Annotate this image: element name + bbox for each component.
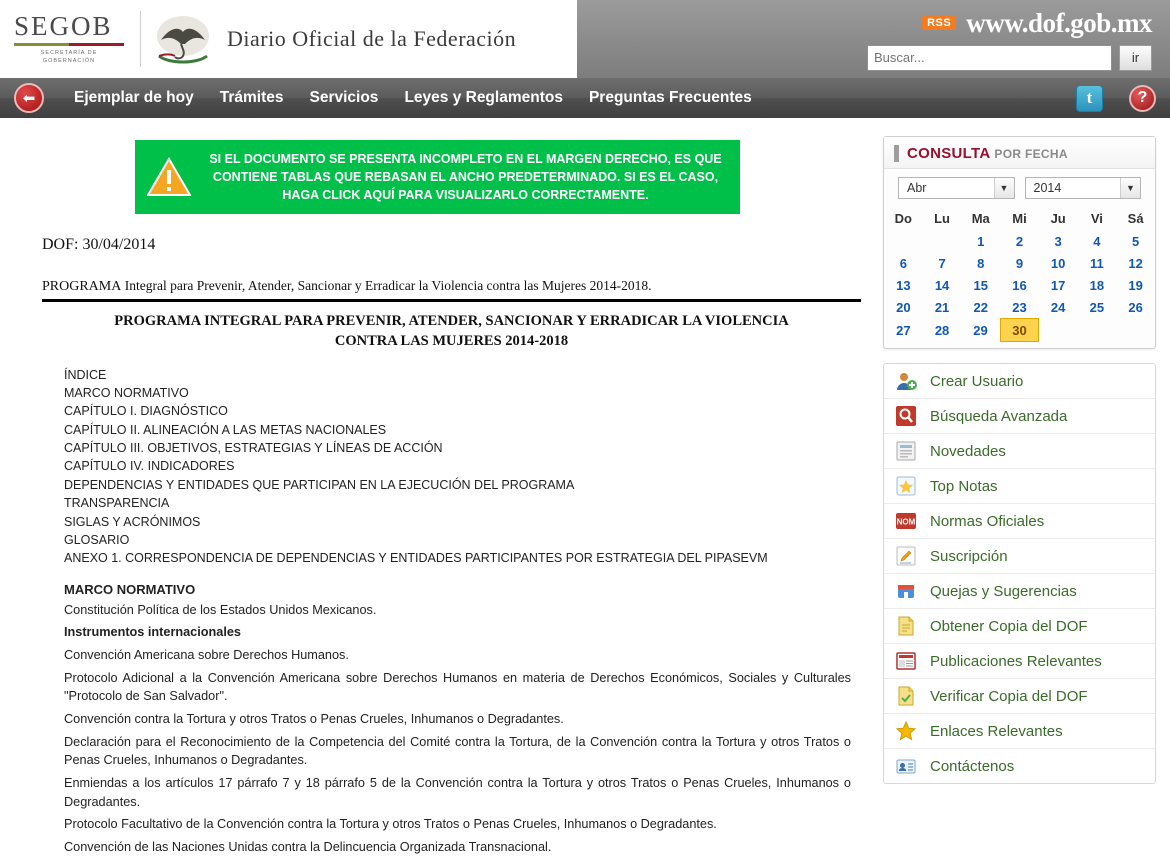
page-title-text: Diario Oficial de la Federación [227, 26, 517, 51]
calendar-day[interactable]: 10 [1050, 255, 1066, 271]
mexico-eagle-emblem-icon [151, 10, 215, 68]
segob-wordmark: SEGOB [14, 10, 113, 41]
site-url: www.dof.gob.mx [966, 7, 1152, 38]
back-arrow-icon[interactable]: ⬅ [14, 83, 44, 113]
twitter-icon[interactable]: t [1076, 85, 1103, 112]
sidebar-item-contactenos[interactable] [884, 749, 1155, 783]
document-title [42, 312, 861, 351]
weekday-header: Lu [934, 211, 950, 226]
calendar-day [1116, 319, 1155, 342]
index-item: CAPÍTULO IV. INDICADORES [64, 459, 235, 474]
sidebar [875, 118, 1170, 784]
calendar-week-row [884, 296, 1155, 319]
index-item: CAPÍTULO I. DIAGNÓSTICO [64, 404, 228, 419]
calendar-day[interactable]: 7 [938, 255, 946, 271]
calendar-day[interactable]: 13 [896, 277, 911, 293]
calendar-day[interactable]: 18 [1089, 277, 1105, 293]
sidebar-item-crear-usuario[interactable] [884, 364, 1155, 399]
nav-item-servicios[interactable]: Servicios [309, 89, 379, 106]
index-item: SIGLAS Y ACRÓNIMOS [64, 514, 201, 529]
calendar-week-row [884, 319, 1155, 342]
sidebar-item-top-notas[interactable] [884, 469, 1155, 504]
calendar-day[interactable]: 17 [1050, 277, 1066, 293]
index-item: TRANSPARENCIA [64, 496, 170, 511]
nav-item-tramites[interactable]: Trámites [219, 89, 284, 106]
calendar-week-row [884, 252, 1155, 274]
calendar-day[interactable]: 1 [977, 233, 985, 249]
svg-text:NOM: NOM [896, 517, 916, 527]
document-paragraph: Enmiendas a los artículos 17 párrafo 7 y 18 párrafo 5 de la Convención contra la Tortura y otros Tratos o Penas Crueles, Inhumanos o Degradantes. [64, 776, 851, 809]
sidebar-item-label: Búsqueda Avanzada [930, 407, 1068, 425]
chevron-down-icon[interactable]: ▼ [1120, 178, 1140, 198]
sidebar-item-suscripcion[interactable] [884, 539, 1155, 574]
weekday-header: Ma [971, 211, 990, 226]
calendar-day[interactable]: 14 [934, 277, 950, 293]
calendar-day[interactable]: 19 [1128, 277, 1143, 293]
sidebar-item-enlaces-relevantes[interactable] [884, 714, 1155, 749]
incomplete-document-banner[interactable] [135, 140, 740, 214]
calendar-day[interactable]: 8 [977, 255, 985, 271]
document-index [42, 366, 861, 568]
pencil-icon [894, 544, 918, 568]
sidebar-item-label: Top Notas [930, 477, 998, 495]
calendar-day[interactable]: 16 [1012, 277, 1027, 293]
calendar-week-row [884, 274, 1155, 296]
calendar-day[interactable]: 9 [1015, 255, 1024, 271]
search-icon [894, 404, 918, 428]
sidebar-item-label: Contáctenos [930, 757, 1015, 775]
calendar-day [1078, 319, 1117, 342]
calendar-day [884, 230, 923, 252]
calendar-day[interactable]: 25 [1089, 299, 1105, 315]
search-row [577, 45, 1152, 71]
index-item: CAPÍTULO III. OBJETIVOS, ESTRATEGIAS Y LÍNEAS DE ACCIÓN [64, 441, 443, 455]
nom-icon [894, 509, 918, 533]
calendar-day[interactable]: 26 [1128, 299, 1143, 315]
document-heading-rest: Integral para Prevenir, Atender, Sancionar y Erradicar la Violencia contra las Mujeres 2014-2018. [121, 278, 652, 294]
calendar-accent-bar [894, 145, 899, 162]
document-paragraph: Protocolo Adicional a la Convención Americana sobre Derechos Humanos en materia de Derechos Económicos, Sociales y Culturales "Protocolo de San Salvador". [64, 670, 851, 704]
calendar-day[interactable]: 29 [973, 322, 988, 338]
main-content [0, 118, 875, 857]
calendar-day[interactable]: 11 [1089, 255, 1104, 271]
calendar-weekday-row [884, 207, 1155, 230]
nav-items [74, 89, 752, 107]
sidebar-item-label: Enlaces Relevantes [930, 722, 1063, 740]
document-view [0, 236, 875, 856]
star-gold-icon [894, 719, 918, 743]
calendar-selectors [884, 169, 1155, 205]
index-item: ÍNDICE [64, 367, 107, 382]
calendar-widget [883, 136, 1156, 349]
calendar-day[interactable]: 12 [1128, 255, 1143, 271]
document-paragraph: Declaración para el Reconocimiento de la Competencia del Comité contra la Tortura, de la Convención contra la Tortura y otros Tratos o Penas Crueles, Inhumanos o Degradantes. [64, 734, 851, 768]
calendar-day[interactable]: 24 [1050, 299, 1066, 315]
banner-text: SI EL DOCUMENTO SE PRESENTA INCOMPLETO EN EL MARGEN DERECHO, ES QUE CONTIENE TABLAS QUE REBASAN EL ANCHO PREDETERMINADO. SI ES EL CASO, HAGA CLICK AQUÍ PARA VISUALIZARLO CORRECTAMENTE. [209, 152, 722, 203]
calendar-day[interactable]: 4 [1093, 233, 1101, 249]
help-icon[interactable]: ? [1129, 85, 1156, 112]
calendar-day[interactable]: 20 [896, 299, 911, 315]
document-heading [42, 278, 861, 302]
sidebar-item-label: Quejas y Sugerencias [930, 582, 1077, 600]
calendar-day[interactable]: 15 [973, 277, 988, 293]
sidebar-item-normas-oficiales[interactable] [884, 504, 1155, 539]
year-select-value: 2014 [1033, 181, 1062, 195]
document-paragraph: Convención Americana sobre Derechos Humanos. [64, 647, 349, 662]
weekday-header: Do [894, 211, 913, 226]
rss-icon[interactable]: RSS [922, 16, 956, 30]
calendar-day[interactable]: 3 [1054, 233, 1062, 249]
weekday-header: Vi [1090, 211, 1103, 226]
sidebar-item-label: Publicaciones Relevantes [930, 652, 1102, 670]
sidebar-item-label: Novedades [930, 442, 1006, 460]
nav-item-ejemplar-de-hoy[interactable]: Ejemplar de hoy [74, 89, 194, 106]
nav-item-leyes-y-reglamentos[interactable]: Leyes y Reglamentos [404, 89, 563, 106]
section-title-marco-normativo: MARCO NORMATIVO [64, 581, 196, 597]
page-body [0, 118, 1170, 857]
contact-card-icon [894, 754, 918, 778]
index-item: DEPENDENCIAS Y ENTIDADES QUE PARTICIPAN EN LA EJECUCIÓN DEL PROGRAMA [64, 477, 575, 492]
calendar-day[interactable]: 21 [934, 299, 950, 315]
newspaper-icon [894, 649, 918, 673]
calendar-week-row [884, 230, 1155, 252]
news-icon [894, 439, 918, 463]
sidebar-item-label: Normas Oficiales [930, 512, 1045, 530]
document-paragraph: Protocolo Facultativo de la Convención contra la Tortura y otros Tratos o Penas Crueles, Inhumanos o Degradantes. [64, 817, 717, 832]
nav-item-preguntas-frecuentes[interactable]: Preguntas Frecuentes [588, 89, 752, 106]
sidebar-item-label: Crear Usuario [930, 372, 1024, 390]
header-left [0, 0, 577, 78]
calendar-title [907, 145, 1068, 162]
calendar-day[interactable]: 6 [899, 255, 907, 271]
document-title-line1: PROGRAMA INTEGRAL PARA PREVENIR, ATENDER, SANCIONAR Y ERRADICAR LA VIOLENCIA [114, 313, 789, 330]
star-icon [894, 474, 918, 498]
search-input[interactable] [867, 45, 1112, 71]
index-item: MARCO NORMATIVO [64, 385, 189, 400]
month-select-value: Abr [907, 181, 927, 195]
calendar-day[interactable]: 28 [934, 322, 950, 338]
document-icon [894, 614, 918, 638]
mailbox-icon [894, 579, 918, 603]
segob-rule [14, 43, 124, 46]
chevron-down-icon[interactable]: ▼ [994, 178, 1014, 198]
page-title [227, 26, 516, 52]
sidebar-menu [883, 363, 1156, 784]
header-brand-row [577, 8, 1152, 39]
index-item: ANEXO 1. CORRESPONDENCIA DE DEPENDENCIAS Y ENTIDADES PARTICIPANTES POR ESTRATEGIA DEL PIPASEVM [64, 551, 768, 566]
dof-date: DOF: 30/04/2014 [42, 236, 156, 254]
index-item: CAPÍTULO II. ALINEACIÓN A LAS METAS NACIONALES [64, 422, 387, 437]
document-check-icon [894, 684, 918, 708]
sidebar-item-obtener-copia-del-dof[interactable] [884, 609, 1155, 644]
sidebar-item-label: Obtener Copia del DOF [930, 617, 1088, 635]
document-paragraph: Convención contra la Tortura y otros Tratos o Penas Crueles, Inhumanos o Degradantes. [64, 711, 564, 726]
sidebar-item-label: Verificar Copia del DOF [930, 687, 1088, 705]
segob-logo[interactable] [0, 10, 130, 66]
weekday-header: Ju [1050, 211, 1066, 226]
header-divider [140, 11, 141, 67]
calendar-day[interactable]: 5 [1131, 233, 1140, 249]
document-paragraph: Constitución Política de los Estados Unidos Mexicanos. [64, 602, 377, 617]
calendar-table [884, 207, 1155, 342]
calendar-day[interactable]: 27 [896, 322, 911, 338]
calendar-header [884, 137, 1155, 169]
nav-right [1076, 85, 1156, 112]
main-navigation [0, 78, 1170, 118]
sidebar-item-busqueda-avanzada[interactable] [884, 399, 1155, 434]
year-select[interactable] [1025, 177, 1142, 199]
calendar-day[interactable]: 2 [1015, 233, 1024, 249]
document-title-line2: CONTRA LAS MUJERES 2014-2018 [334, 332, 569, 349]
user-add-icon [894, 369, 918, 393]
site-header [0, 0, 1170, 78]
calendar-day[interactable]: 22 [973, 299, 988, 315]
search-submit-button[interactable]: ir [1119, 45, 1152, 71]
sidebar-item-label: Suscripción [930, 547, 1008, 565]
weekday-header: Mi [1012, 211, 1027, 226]
sidebar-item-novedades[interactable] [884, 434, 1155, 469]
document-paragraph: Convención de las Naciones Unidas contra la Delincuencia Organizada Transnacional. [64, 840, 552, 855]
sidebar-item-quejas-y-sugerencias[interactable] [884, 574, 1155, 609]
document-paragraph: Instrumentos internacionales [64, 625, 241, 640]
calendar-title-main: CONSULTA [907, 145, 990, 162]
calendar-title-small: POR FECHA [994, 147, 1068, 161]
calendar-day-selected[interactable]: 30 [1000, 319, 1039, 342]
sidebar-item-publicaciones-relevantes[interactable] [884, 644, 1155, 679]
calendar-day [923, 230, 962, 252]
warning-triangle-icon [147, 157, 191, 197]
sidebar-item-verificar-copia-del-dof[interactable] [884, 679, 1155, 714]
segob-subtitle: SECRETARÍA DE GOBERNACIÓN [40, 49, 98, 64]
header-right [577, 0, 1170, 78]
document-heading-lead: PROGRAMA [42, 279, 122, 295]
index-item: GLOSARIO [64, 532, 130, 547]
calendar-day [1039, 319, 1078, 342]
calendar-day[interactable]: 23 [1012, 299, 1027, 315]
month-select[interactable] [898, 177, 1015, 199]
weekday-header: Sá [1127, 211, 1144, 226]
